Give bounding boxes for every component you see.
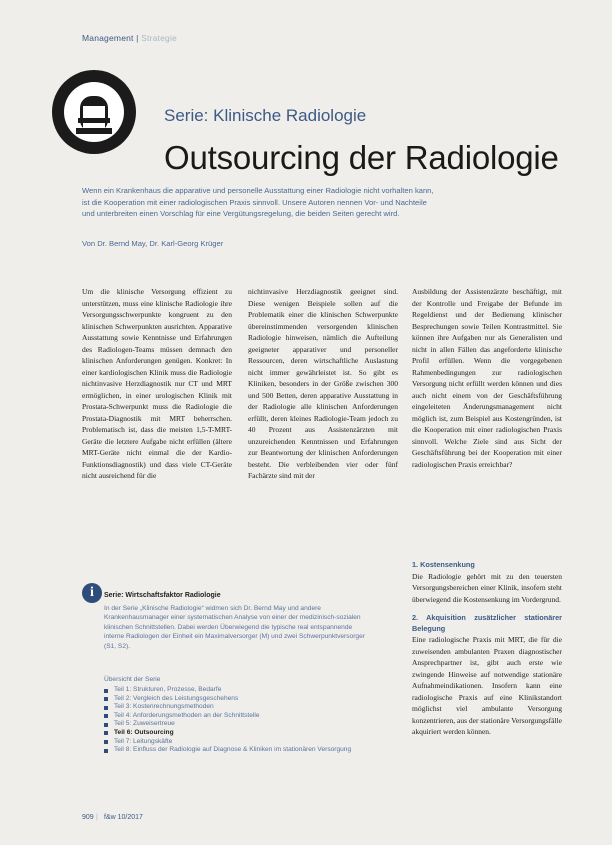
infobox-body: In der Serie „Klinische Radiologie“ widmen sich Dr. Bernd May und andere Krankenhausmanager einer systematischen Analyse von einer der medizinisch-sozialen klinischen Schnittstellen. Dabei werden Überwiegend die typische real entspannende interne Radiologen der Einheit ein Maximalversorger (M) und zwei Schwerpunktversorger (S1, S2). bbox=[104, 605, 365, 650]
section-text: Die Radiologie gehört mit zu den teuersten Versorgungsbereichen einer Klinik, insofern steht überwiegend die Kostensenkung im Vordergrund. bbox=[412, 571, 562, 604]
series-overview-item: Teil 1: Strukturen, Prozesse, Bedarfe bbox=[104, 686, 364, 695]
series-overview-item: Teil 6: Outsourcing bbox=[104, 729, 364, 738]
infobox-title: Serie: Wirtschaftsfaktor Radiologie bbox=[104, 592, 221, 599]
section-subname: Strategie bbox=[141, 33, 177, 43]
series-heading: Serie: Klinische Radiologie bbox=[164, 106, 367, 125]
footer-separator: | bbox=[96, 814, 98, 821]
series-overview-list bbox=[104, 686, 364, 755]
body-column-2 bbox=[248, 286, 398, 482]
page-number: 909 bbox=[82, 814, 94, 821]
section-heading: 2. Akquisition zusätzlicher stationärer Belegung bbox=[412, 613, 562, 633]
lead-paragraph bbox=[82, 185, 552, 220]
section-heading: 1. Kostensenkung bbox=[412, 560, 475, 569]
section-text: Eine radiologische Praxis mit MRT, die für die zuweisenden ambulanten Praxen diagnostischer Ansprechpartner ist, gibt auch erste wie zwingende Hinweise auf notwendige stationäre Aufnahmeindikationen. Insofern kann eine radiologische Praxis auf eine Klinikstandort möglichst viel ambulante Versorgung konzentrieren, aus der stationäre Versorgungsfälle akquiriert werden können. bbox=[412, 635, 562, 736]
page-title: Outsourcing der Radiologie bbox=[164, 139, 559, 176]
body-text: Um die klinische Versorgung effizient zu unterstützen, muss eine klinische Radiologie ihre Versorgungsschwerpunkte kongruent zu den klinischen Schwerpunkten ausrichten. Apparative Ausstattung sowie Kenntnisse und Erfahrungen des Radiologen-Teams müssen demnach den klinischen Anforderungen genügen. Konkret: In einer kardiologischen Klinik muss die Radiologie nichtinvasive Herzdiagnostik nur CT und MRT ermöglichen, in einer urologischen Klinik mit Prostata-Schwerpunkt muss die Radiologie die Prostata-Diagnostik mit MRT beherrschen. Problematisch ist, dass die meisten 1,5-T-MRT-Geräte die letztere Aufgabe nicht erfüllen (ältere MRT-Geräte nicht einmal die der Kardio-Funktionsdiagnostik) und dass viele CT-Geräte nicht ausreichend für die bbox=[82, 287, 232, 480]
lead-line: ist die Kooperation mit einer radiologischen Praxis sinnvoll. Unsere Autoren nennen Vor- und Nachteile bbox=[82, 197, 427, 207]
series-overview-item: Teil 2: Vergleich des Leistungsgeschehens bbox=[104, 695, 364, 704]
body-text: Ausbildung der Assistenzärzte beschäftigt, mit der Kontrolle und Freigabe der Befunde im Regeldienst und der Bedienung klinischer Besprechungen sowie Teilen Kontrastmittel. Sie können ihre Aufgaben nur als Generalisten und nicht in allen Fällen das angeforderte klinische Profil erfüllen. Wenn die vorgegebenen Rahmenbedingungen zur radiologischen Versorgung nicht erfüllt werden können und dies auch nicht einem von der Geschäftsführung eingeleiteten Änderungsmanagement nicht möglich ist, zum Beispiel aus Kostengründen, ist die Kooperation mit einer radiologischen Praxis sinnvoll. Welche Ziele sind aus Sicht der Geschäftsführung bei der Kooperation mit einer radiologischen Praxis erreichbar? bbox=[412, 287, 562, 469]
body-column-3-sections bbox=[412, 560, 562, 738]
lead-line: und unterbreiten einen Vorschlag für eine Vergütungsregelung, die beiden Seiten gerecht wird. bbox=[82, 209, 400, 218]
info-icon: i bbox=[82, 583, 102, 603]
lead-line: Wenn ein Krankenhaus die apparative und personelle Ausstattung einer Radiologie nicht vorhalten kann, bbox=[82, 186, 434, 195]
series-overview-item: Teil 4: Anforderungsmethoden an der Schnittstelle bbox=[104, 712, 364, 721]
series-overview-heading: Übersicht der Serie bbox=[104, 676, 161, 683]
body-column-3 bbox=[412, 286, 562, 470]
body-text: nichtinvasive Herzdiagnostik geeignet sind. Diese wenigen Beispiele sollen auf die Problematik einer die klinischen Schwerpunkte übereinstimmenden versorgenden klinischen Radiologie hinweisen, nämlich die Aufteilung geeigneter apparativer und personeller Ressourcen, deren wirtschaftliche Auslastung nicht immer gewährleistet ist. So gibt es Kliniken, besonders in der Größe zwischen 300 und 500 Betten, deren apparative Ausstattung in der Radiologie alle klinischen Anforderungen erfüllt, deren kleines Radiologie-Team jedoch zu 40 Prozent aus Assistenzärzten mit unzureichenden Kenntnissen und Erfahrungen zur Beantwortung der klinischen Anforderungen besteht. Die verbleibenden vier oder fünf Fachärzte sind mit der bbox=[248, 287, 398, 480]
series-overview-item: Teil 8: Einfluss der Radiologie auf Diagnose & Kliniken im stationären Versorgung bbox=[104, 746, 364, 755]
byline: Von Dr. Bernd May, Dr. Karl-Georg Krüger bbox=[82, 239, 224, 248]
issue-label: f&w 10/2017 bbox=[104, 814, 143, 821]
series-overview-item: Teil 5: Zuweisertreue bbox=[104, 720, 364, 729]
series-overview-item: Teil 7: Leitungskäfte bbox=[104, 738, 364, 747]
section-name: Management bbox=[82, 33, 134, 43]
series-overview-item: Teil 3: Kostenrechnungsmethoden bbox=[104, 703, 364, 712]
body-column-1 bbox=[82, 286, 232, 482]
section-label: Management | Strategie bbox=[82, 33, 177, 43]
radiology-scanner-icon bbox=[52, 70, 136, 154]
